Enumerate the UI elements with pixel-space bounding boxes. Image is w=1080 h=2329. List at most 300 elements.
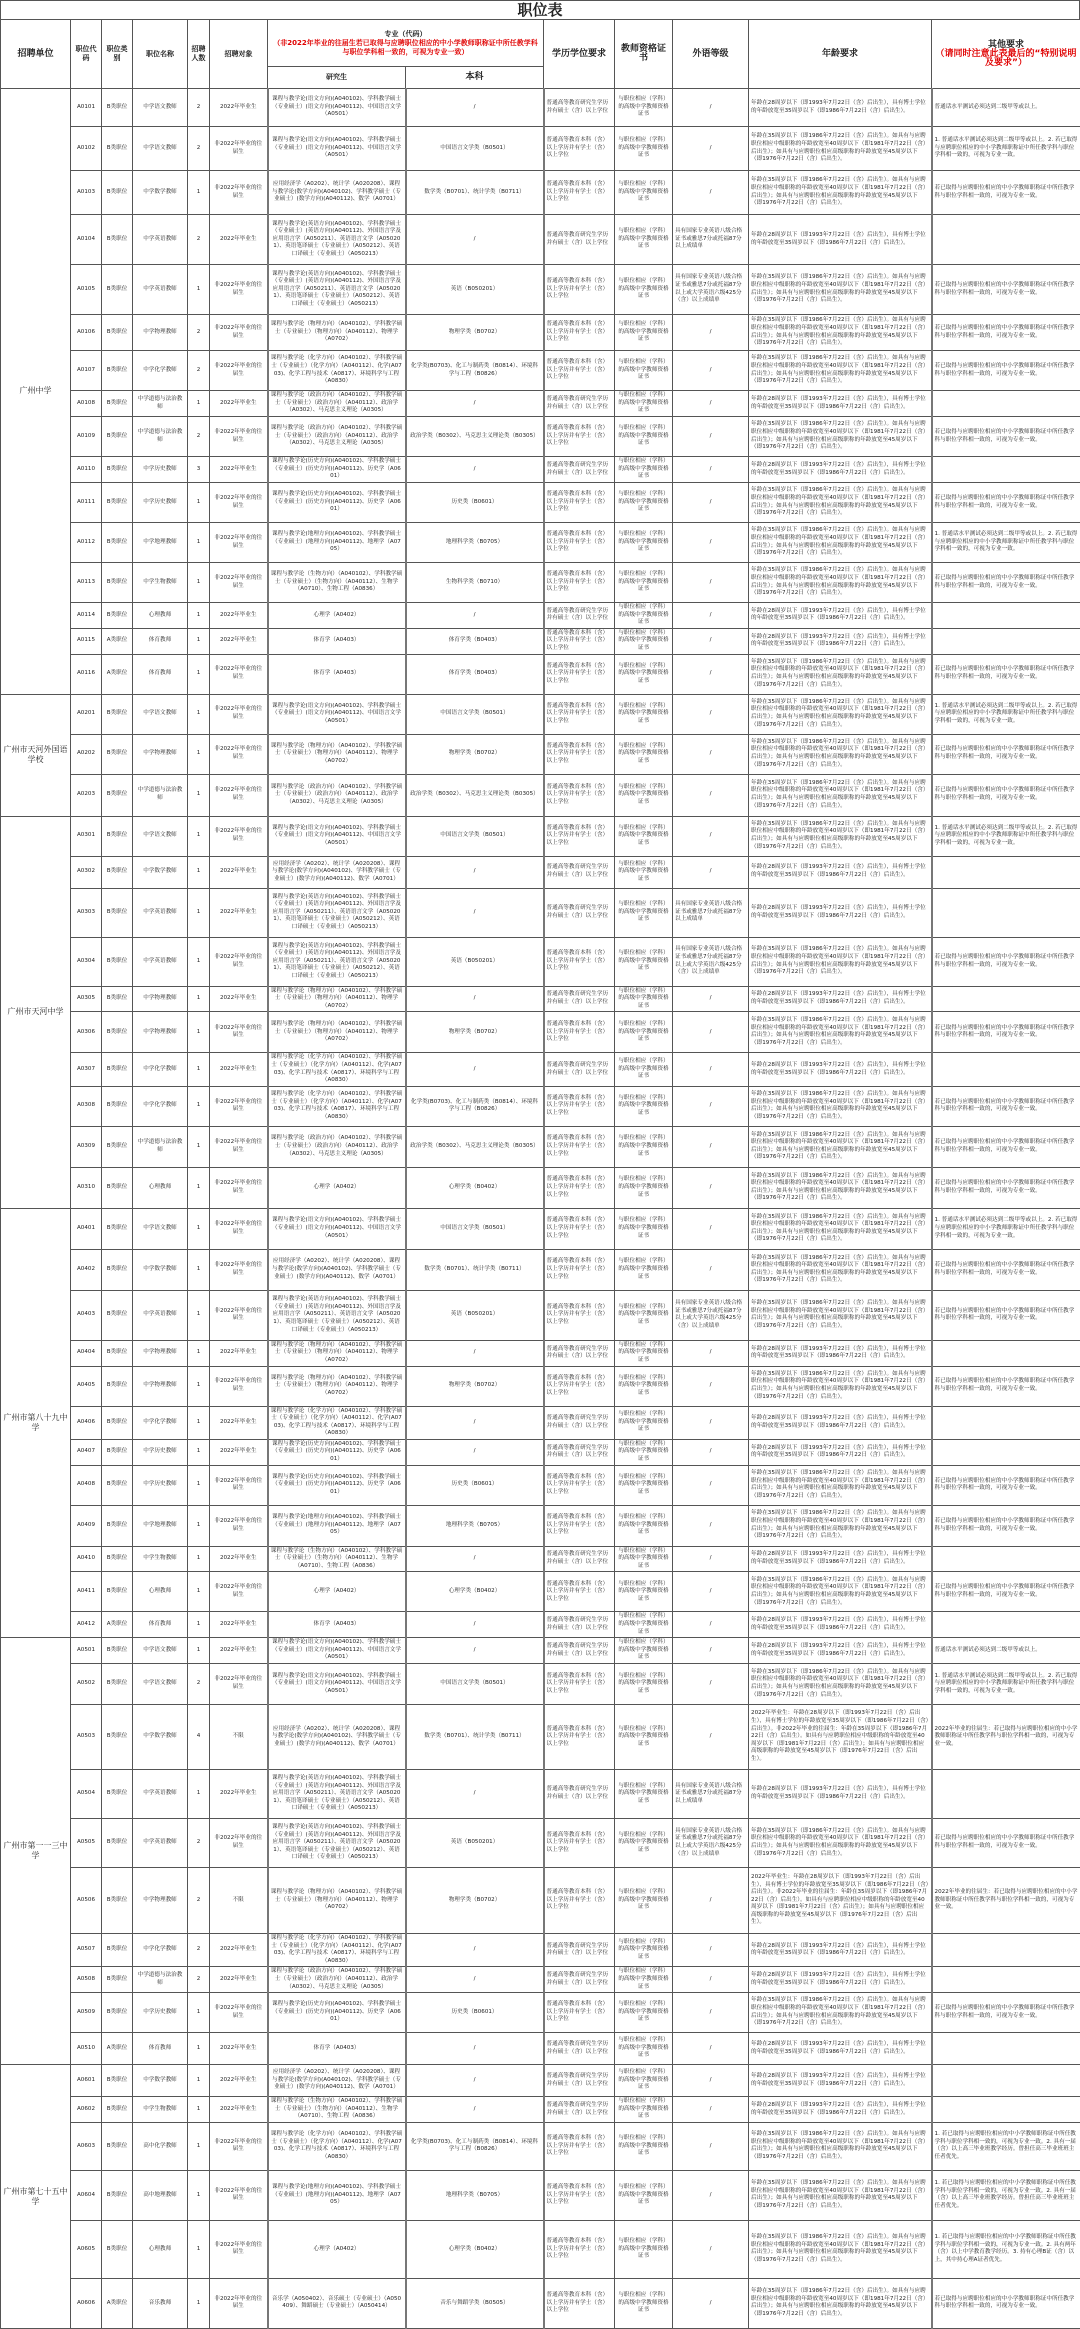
degree-requirement: 普通高等教育本科（含）以上学历并有学士（含）以上学位 (544, 1819, 615, 1868)
position-code: A0201 (71, 694, 102, 734)
language-level: / (673, 2033, 749, 2065)
age-requirement: 年龄在28周岁以下（即1993年7月22日（含）后出生），具有博士学位的年龄放宽至35周岁以下（即1986年7月22日（含）后出生）。 (749, 1053, 932, 1086)
position-type: B类职位 (102, 171, 133, 215)
major-graduate: 课程与教学论(历史方向)(A040102)、学科教学硕士（专业硕士）(历史方向)(A040112)、历史学（A0601） (268, 1465, 406, 1505)
teacher-certificate: 与职位相应（学科）的高级中学教师资格证书 (615, 816, 673, 856)
table-row (1, 1993, 1080, 2033)
language-level: / (673, 986, 749, 1012)
age-requirement: 年龄在28周岁以下（即1993年7月22日（含）后出生），具有博士学位的年龄放宽至35周岁以下（即1986年7月22日（含）后出生）。 (749, 603, 932, 629)
language-level: / (673, 1249, 749, 1290)
position-code: A0101 (71, 89, 102, 127)
hire-count: 1 (188, 654, 210, 694)
hire-target: 2022年毕业生 (210, 603, 268, 629)
major-undergraduate: / (406, 1967, 544, 1993)
other-requirement (932, 603, 1080, 629)
other-requirement (932, 1546, 1080, 1572)
table-row (1, 603, 1080, 629)
table-row (1, 694, 1080, 734)
language-level: / (673, 171, 749, 215)
major-undergraduate: / (406, 856, 544, 888)
age-requirement: 年龄在35周岁以下（即1986年7月22日（含）后出生）。如具有与应聘职位相应中级职称的年龄放宽至40周岁以下（即1981年7月22日（含）后出生）；如具有与应聘职位相应高级职称的年龄放宽至45周岁以下（即1976年7月22日（含）后出生）。 (749, 2278, 932, 2328)
position-code: A0502 (71, 1664, 102, 1705)
position-type: B类职位 (102, 1167, 133, 1208)
hire-target: 非2022年毕业的往届生 (210, 417, 268, 457)
hire-target: 2022年毕业生 (210, 1638, 268, 1664)
table-row (1, 1249, 1080, 1290)
position-type: B类职位 (102, 856, 133, 888)
age-requirement: 年龄在28周岁以下（即1993年7月22日（含）后出生），具有博士学位的年龄放宽至35周岁以下（即1986年7月22日（含）后出生）。 (749, 2065, 932, 2097)
other-requirement: 若已取得与应聘职位相应的中小学教师职称证中所任教学科与职位学科相一致的，可视为专业一致。 (932, 1249, 1080, 1290)
hire-target: 非2022年毕业的往届生 (210, 816, 268, 856)
teacher-certificate: 与职位相应（学科）的高级中学教师资格证书 (615, 774, 673, 816)
teacher-certificate: 与职位相应（学科）的高级中学教师资格证书 (615, 1366, 673, 1406)
position-name: 中学化学教师 (133, 351, 188, 391)
degree-requirement: 普通高等教育研究生学历并有硕士（含）以上学位 (544, 986, 615, 1012)
language-level: 具有国家专业英语八级合格证书或雅思7分或托福87分以上成绩单 (673, 888, 749, 937)
language-level: / (673, 127, 749, 171)
major-undergraduate: 物理学类（B0702） (406, 734, 544, 774)
table-row (1, 1770, 1080, 1819)
degree-requirement: 普通高等教育本科（含）以上学历并有学士（含）以上学位 (544, 1012, 615, 1053)
position-name: 中学语文教师 (133, 694, 188, 734)
hire-target: 2022年毕业生 (210, 1406, 268, 1439)
position-code: A0407 (71, 1439, 102, 1465)
age-requirement: 年龄在28周岁以下（即1993年7月22日（含）后出生），具有博士学位的年龄放宽至35周岁以下（即1986年7月22日（含）后出生）。 (749, 856, 932, 888)
header-other-title: 其他要求 (934, 41, 1078, 50)
major-undergraduate: 政治学类（B0302）、马克思主义理论类（B0305） (406, 417, 544, 457)
other-requirement: 1. 普通话水平测试必须达到二级甲等或以上。2. 若已取得与应聘职位相应的中小学教师职称证中所任教学科与职位学科相一致的，可视为专业一致。 (932, 1208, 1080, 1249)
age-requirement: 年龄在28周岁以下（即1993年7月22日（含）后出生），具有博士学位的年龄放宽至35周岁以下（即1986年7月22日（含）后出生）。 (749, 888, 932, 937)
table-row (1, 774, 1080, 816)
other-requirement (932, 1967, 1080, 1993)
major-graduate: 课程与教学论(英语方向)(A040102)、学科教学硕士（专业硕士）(英语方向)(A040112)、外国语言学及应用语言学（A050211）、英语语言文学（A050201）、英语笔译硕士（专业硕士）（A050212）、英语口译硕士（专业硕士）（A050213） (268, 1290, 406, 1340)
degree-requirement: 普通高等教育本科（含）以上学历并有学士（含）以上学位 (544, 694, 615, 734)
table-row (1, 937, 1080, 986)
teacher-certificate: 与职位相应（学科）的高级中学教师资格证书 (615, 2220, 673, 2278)
position-code: A0411 (71, 1572, 102, 1612)
major-undergraduate: / (406, 2097, 544, 2123)
major-undergraduate: 化学类(B0703)、化工与制药类（B0814）、环境科学与工程（B0826） (406, 2122, 544, 2170)
position-name: 中学历史教师 (133, 457, 188, 483)
major-undergraduate: 物理学类（B0702） (406, 315, 544, 351)
position-type: B类职位 (102, 603, 133, 629)
other-requirement (932, 215, 1080, 265)
hire-target: 非2022年毕业的往届生 (210, 1505, 268, 1546)
major-undergraduate: 中国语言文学类（B0501） (406, 1208, 544, 1249)
major-graduate: 课程与教学论（政治方向）（A040102）、学科教学硕士（专业硕士）（政治方向）（A040112）、政治学（A0302）、马克思主义理论（A0305） (268, 1126, 406, 1167)
hire-count: 2 (188, 1868, 210, 1934)
table-row (1, 1546, 1080, 1572)
degree-requirement: 普通高等教育研究生学历并有硕士（含）以上学位 (544, 2097, 615, 2123)
position-table (0, 19, 1080, 2329)
major-undergraduate: / (406, 1340, 544, 1366)
position-name: 中学英语教师 (133, 888, 188, 937)
language-level: / (673, 1406, 749, 1439)
age-requirement: 年龄在35周岁以下（即1986年7月22日（含）后出生）。如具有与应聘职位相应中级职称的年龄放宽至40周岁以下（即1981年7月22日（含）后出生）；如具有与应聘职位相应高级职称的年龄放宽至45周岁以下（即1976年7月22日（含）后出生）。 (749, 1126, 932, 1167)
major-graduate: 应用经济学（A0202）、统计学（A020208）、课程与教学论(数学方向)(A040102)、学科教学硕士（专业硕士）(数学方向)(A040112)、数学（A0701） (268, 1705, 406, 1770)
teacher-certificate: 与职位相应（学科）的高级中学教师资格证书 (615, 1664, 673, 1705)
age-requirement: 年龄在35周岁以下（即1986年7月22日（含）后出生）。如具有与应聘职位相应中级职称的年龄放宽至40周岁以下（即1981年7月22日（含）后出生）；如具有与应聘职位相应高级职称的年龄放宽至45周岁以下（即1976年7月22日（含）后出生）。 (749, 1664, 932, 1705)
hire-target: 非2022年毕业的往届生 (210, 2170, 268, 2220)
hire-target: 2022年毕业生 (210, 2097, 268, 2123)
major-undergraduate: 历史类（B0601） (406, 1465, 544, 1505)
teacher-certificate: 与职位相应（学科）的高级中学教师资格证书 (615, 483, 673, 523)
major-undergraduate: 数学类（B0701）、统计学类（B0711） (406, 1249, 544, 1290)
table-row (1, 523, 1080, 563)
degree-requirement: 普通高等教育本科（含）以上学历并有学士（含）以上学位 (544, 1086, 615, 1126)
position-code: A0109 (71, 417, 102, 457)
position-code: A0114 (71, 603, 102, 629)
major-undergraduate: 地理科学类（B0705） (406, 1505, 544, 1546)
major-undergraduate: 生物科学类（B0710） (406, 563, 544, 603)
position-code: A0105 (71, 265, 102, 315)
position-code: A0116 (71, 654, 102, 694)
table-row (1, 315, 1080, 351)
age-requirement: 年龄在28周岁以下（即1993年7月22日（含）后出生），具有博士学位的年龄放宽至35周岁以下（即1986年7月22日（含）后出生）。 (749, 215, 932, 265)
position-type: B类职位 (102, 1934, 133, 1967)
major-graduate: 心理学（A0402） (268, 1167, 406, 1208)
teacher-certificate: 与职位相应（学科）的高级中学教师资格证书 (615, 1249, 673, 1290)
table-row (1, 1868, 1080, 1934)
position-type: B类职位 (102, 127, 133, 171)
degree-requirement: 普通高等教育本科（含）以上学历并有学士（含）以上学位 (544, 483, 615, 523)
major-graduate: 课程与教学论(英语方向)(A040102)、学科教学硕士（专业硕士）(英语方向)(A040112)、外国语言学及应用语言学（A050211）、英语语言文学（A050201）、英语笔译硕士（专业硕士）（A050212）、英语口译硕士（专业硕士）（A050213） (268, 1770, 406, 1819)
position-name: 中学数学教师 (133, 2065, 188, 2097)
major-graduate: 课程与教学论(英语方向)(A040102)、学科教学硕士（专业硕士）(英语方向)(A040112)、外国语言学及应用语言学（A050211）、英语语言文学（A050201）、英语笔译硕士（专业硕士）（A050212）、英语口译硕士（专业硕士）（A050213） (268, 888, 406, 937)
table-row (1, 215, 1080, 265)
teacher-certificate: 与职位相应（学科）的高级中学教师资格证书 (615, 1868, 673, 1934)
language-level: / (673, 1053, 749, 1086)
position-name: 中学化学教师 (133, 1406, 188, 1439)
major-undergraduate: / (406, 215, 544, 265)
position-name: 中学道德与法治教师 (133, 1126, 188, 1167)
degree-requirement: 普通高等教育研究生学历并有硕士（含）以上学位 (544, 856, 615, 888)
position-code: A0111 (71, 483, 102, 523)
hire-count: 1 (188, 1546, 210, 1572)
position-code: A0505 (71, 1819, 102, 1868)
age-requirement: 年龄在35周岁以下（即1986年7月22日（含）后出生）。如具有与应聘职位相应中级职称的年龄放宽至40周岁以下（即1981年7月22日（含）后出生）；如具有与应聘职位相应高级职称的年龄放宽至45周岁以下（即1976年7月22日（含）后出生）。 (749, 523, 932, 563)
position-code: A0113 (71, 563, 102, 603)
table-row (1, 734, 1080, 774)
major-undergraduate: 地理科学类（B0705） (406, 2170, 544, 2220)
other-requirement (932, 1770, 1080, 1819)
hire-target: 非2022年毕业的往届生 (210, 1249, 268, 1290)
degree-requirement: 普通高等教育本科（含）以上学历并有学士（含）以上学位 (544, 127, 615, 171)
major-undergraduate: / (406, 2033, 544, 2065)
hire-target: 非2022年毕业的往届生 (210, 1290, 268, 1340)
major-graduate: 课程与教学论（政治方向）（A040102）、学科教学硕士（专业硕士）（政治方向）（A040112）、政治学（A0302）、马克思主义理论（A0305） (268, 1967, 406, 1993)
other-requirement: 若已取得与应聘职位相应的中小学教师职称证中所任教学科与职位学科相一致的，可视为专业一致。 (932, 483, 1080, 523)
major-undergraduate: / (406, 89, 544, 127)
header-undergrad: 本科 (406, 67, 544, 89)
major-graduate: 心理学（A0402） (268, 1572, 406, 1612)
teacher-certificate: 与职位相应（学科）的高级中学教师资格证书 (615, 1340, 673, 1366)
degree-requirement: 普通高等教育本科（含）以上学历并有学士（含）以上学位 (544, 2220, 615, 2278)
hire-count: 1 (188, 2033, 210, 2065)
language-level: / (673, 2097, 749, 2123)
age-requirement: 2022年毕业生：年龄在28周岁以下（即1993年7月22日（含）后出生），具有博士学位的年龄放宽至35周岁以下（即1986年7月22日（含）后出生）。非2022年毕业的往届生：年龄在35周岁以下（即1986年7月22日（含）后出生）。如具有与应聘职位相应中级职称的年龄放宽至40周岁以下（即1981年7月22日（含）后出生）；如具有与应聘职位相应高级职称的年龄放宽至45周岁以下（即1976年7月22日（含）后出生）。 (749, 1705, 932, 1770)
age-requirement: 年龄在35周岁以下（即1986年7月22日（含）后出生）。如具有与应聘职位相应中级职称的年龄放宽至40周岁以下（即1981年7月22日（含）后出生）；如具有与应聘职位相应高级职称的年龄放宽至45周岁以下（即1976年7月22日（含）后出生）。 (749, 774, 932, 816)
table-row (1, 351, 1080, 391)
position-code: A0403 (71, 1290, 102, 1340)
other-requirement: 若已取得与应聘职位相应的中小学教师职称证中所任教学科与职位学科相一致的，可视为专业一致。 (932, 1819, 1080, 1868)
position-code: A0402 (71, 1249, 102, 1290)
other-requirement: 2022年毕业的往届生：若已取得与应聘职位相应的中小学教师职称证中所任教学科与职位学科相一致的，可视为专业一致。 (932, 1868, 1080, 1934)
degree-requirement: 普通高等教育本科（含）以上学历并有学士（含）以上学位 (544, 2122, 615, 2170)
language-level: / (673, 1086, 749, 1126)
hire-target: 2022年毕业生 (210, 986, 268, 1012)
teacher-certificate: 与职位相应（学科）的高级中学教师资格证书 (615, 1126, 673, 1167)
table-row (1, 1465, 1080, 1505)
major-undergraduate: 政治学类（B0302）、马克思主义理论类（B0305） (406, 774, 544, 816)
table-row (1, 127, 1080, 171)
position-type: B类职位 (102, 1340, 133, 1366)
hire-target: 非2022年毕业的往届生 (210, 523, 268, 563)
unit-name: 广州市天河中学 (1, 816, 71, 1208)
table-row (1, 1705, 1080, 1770)
position-type: B类职位 (102, 1546, 133, 1572)
hire-count: 1 (188, 265, 210, 315)
position-name: 心理教师 (133, 1572, 188, 1612)
position-code: A0107 (71, 351, 102, 391)
table-row (1, 2097, 1080, 2123)
major-undergraduate: 物理学类（B0702） (406, 1868, 544, 1934)
major-undergraduate: 心理学类（B0402） (406, 1167, 544, 1208)
hire-count: 1 (188, 2122, 210, 2170)
language-level: / (673, 1967, 749, 1993)
language-level: / (673, 563, 749, 603)
position-name: 心理教师 (133, 603, 188, 629)
hire-count: 1 (188, 1340, 210, 1366)
table-row (1, 2278, 1080, 2328)
major-undergraduate: 心理学类（B0402） (406, 2220, 544, 2278)
header-cert: 教师资格证书 (615, 20, 673, 89)
other-requirement: 若已取得与应聘职位相应的中小学教师职称证中所任教学科与职位学科相一致的，可视为专业一致。 (932, 774, 1080, 816)
language-level: 具有国家专业英语八级合格证书或雅思7分或托福87分以上成绩单 (673, 215, 749, 265)
other-requirement: 若已取得与应聘职位相应的中小学教师职称证中所任教学科与职位学科相一致的，可视为专业一致。 (932, 265, 1080, 315)
table-row (1, 417, 1080, 457)
major-undergraduate: / (406, 1934, 544, 1967)
age-requirement: 年龄在28周岁以下（即1993年7月22日（含）后出生），具有博士学位的年龄放宽至35周岁以下（即1986年7月22日（含）后出生）。 (749, 391, 932, 417)
hire-target: 2022年毕业生 (210, 888, 268, 937)
hire-count: 2 (188, 1934, 210, 1967)
teacher-certificate: 与职位相应（学科）的高级中学教师资格证书 (615, 315, 673, 351)
position-name: 中学地理教师 (133, 523, 188, 563)
position-name: 中学道德与法治教师 (133, 391, 188, 417)
position-type: B类职位 (102, 1249, 133, 1290)
position-code: A0508 (71, 1967, 102, 1993)
position-name: 高中化学教师 (133, 2122, 188, 2170)
hire-count: 1 (188, 603, 210, 629)
hire-target: 非2022年毕业的往届生 (210, 483, 268, 523)
language-level: 具有国家专业英语八级合格证书或雅思7分或托福87分以上成绩单 (673, 1770, 749, 1819)
position-type: A类职位 (102, 628, 133, 654)
other-requirement: 1. 普通话水平测试必须达到二级甲等或以上。2. 若已取得与应聘职位相应的中小学教师职称证中所任教学科与职位学科相一致的，可视为专业一致。 (932, 694, 1080, 734)
degree-requirement: 普通高等教育研究生学历并有硕士（含）以上学位 (544, 391, 615, 417)
hire-count: 1 (188, 937, 210, 986)
hire-count: 1 (188, 2170, 210, 2220)
hire-count: 1 (188, 1366, 210, 1406)
other-requirement: 1. 普通话水平测试必须达到二级甲等或以上。2. 若已取得与应聘职位相应的中小学教师职称证中所任教学科与职位学科相一致的，可视为专业一致。 (932, 523, 1080, 563)
position-type: B类职位 (102, 215, 133, 265)
position-code: A0304 (71, 937, 102, 986)
position-name: 中学物理教师 (133, 1366, 188, 1406)
degree-requirement: 普通高等教育研究生学历并有硕士（含）以上学位 (544, 2033, 615, 2065)
major-graduate: 体育学（A0403） (268, 654, 406, 694)
page-title: 职位表 (0, 0, 1080, 19)
other-requirement: 普通话水平测试必须达到二级甲等或以上。 (932, 89, 1080, 127)
table-row (1, 1439, 1080, 1465)
degree-requirement: 普通高等教育本科（含）以上学历并有学士（含）以上学位 (544, 1167, 615, 1208)
position-type: B类职位 (102, 89, 133, 127)
degree-requirement: 普通高等教育本科（含）以上学历并有学士（含）以上学位 (544, 1366, 615, 1406)
position-type: B类职位 (102, 2097, 133, 2123)
hire-target: 非2022年毕业的往届生 (210, 563, 268, 603)
hire-target: 2022年毕业生 (210, 89, 268, 127)
position-type: B类职位 (102, 1967, 133, 1993)
other-requirement: 若已取得与应聘职位相应的中小学教师职称证中所任教学科与职位学科相一致的，可视为专业一致。 (932, 1290, 1080, 1340)
hire-target: 非2022年毕业的往届生 (210, 654, 268, 694)
teacher-certificate: 与职位相应（学科）的高级中学教师资格证书 (615, 215, 673, 265)
major-graduate: 课程与教学论（化学方向）（A040102）、学科教学硕士（专业硕士）（化学方向）（A040112）、化学(A0703)、化学工程与技术（A0817）、环境科学与工程（A0830） (268, 1053, 406, 1086)
major-undergraduate: / (406, 986, 544, 1012)
table-row (1, 986, 1080, 1012)
position-code: A0504 (71, 1770, 102, 1819)
degree-requirement: 普通高等教育研究生学历并有硕士（含）以上学位 (544, 603, 615, 629)
other-requirement: 若已取得与应聘职位相应的中小学教师职称证中所任教学科与职位学科相一致的，可视为专业一致。 (932, 1505, 1080, 1546)
other-requirement (932, 1406, 1080, 1439)
hire-count: 1 (188, 1465, 210, 1505)
position-name: 中学道德与法治教师 (133, 774, 188, 816)
teacher-certificate: 与职位相应（学科）的高级中学教师资格证书 (615, 1572, 673, 1612)
major-graduate: 课程与教学论（化学方向）（A040102）、学科教学硕士（专业硕士）（化学方向）（A040112）、化学(A0703)、化学工程与技术（A0817）、环境科学与工程（A0830） (268, 2122, 406, 2170)
major-graduate: 应用经济学（A0202）、统计学（A020208）、课程与教学论(数学方向)(A040102)、学科教学硕士（专业硕士）(数学方向)(A040112)、数学（A0701） (268, 2065, 406, 2097)
major-undergraduate: 物理学类（B0702） (406, 1012, 544, 1053)
hire-count: 1 (188, 1126, 210, 1167)
degree-requirement: 普通高等教育研究生学历并有硕士（含）以上学位 (544, 89, 615, 127)
hire-count: 1 (188, 1572, 210, 1612)
position-type: B类职位 (102, 2220, 133, 2278)
teacher-certificate: 与职位相应（学科）的高级中学教师资格证书 (615, 1406, 673, 1439)
degree-requirement: 普通高等教育研究生学历并有硕士（含）以上学位 (544, 1439, 615, 1465)
hire-target: 非2022年毕业的往届生 (210, 2220, 268, 2278)
hire-count: 2 (188, 215, 210, 265)
position-name: 体育教师 (133, 654, 188, 694)
table-row (1, 265, 1080, 315)
hire-count: 1 (188, 628, 210, 654)
age-requirement: 年龄在28周岁以下（即1993年7月22日（含）后出生），具有博士学位的年龄放宽至35周岁以下（即1986年7月22日（含）后出生）。 (749, 986, 932, 1012)
hire-target: 2022年毕业生 (210, 1439, 268, 1465)
major-undergraduate: / (406, 1770, 544, 1819)
teacher-certificate: 与职位相应（学科）的高级中学教师资格证书 (615, 2170, 673, 2220)
position-type: B类职位 (102, 1126, 133, 1167)
teacher-certificate: 与职位相应（学科）的高级中学教师资格证书 (615, 2065, 673, 2097)
major-graduate: 课程与教学论(历史方向)(A040102)、学科教学硕士（专业硕士）(历史方向)(A040112)、历史学（A0601） (268, 1993, 406, 2033)
hire-count: 2 (188, 1819, 210, 1868)
language-level: / (673, 1340, 749, 1366)
major-graduate: 课程与教学论（生物方向）（A040102）、学科教学硕士（专业硕士）（生物方向）（A040112）、生物学（A0710）、生物工程（A0836） (268, 2097, 406, 2123)
position-type: B类职位 (102, 1868, 133, 1934)
language-level: 具有国家专业英语八级合格证书或雅思7分或托福87分以上或大学英语六级425分（含）以上成绩单 (673, 937, 749, 986)
language-level: / (673, 1366, 749, 1406)
language-level: / (673, 816, 749, 856)
position-type: B类职位 (102, 1208, 133, 1249)
position-name: 中学生物教师 (133, 2097, 188, 2123)
major-undergraduate: / (406, 1612, 544, 1638)
age-requirement: 年龄在35周岁以下（即1986年7月22日（含）后出生）。如具有与应聘职位相应中级职称的年龄放宽至40周岁以下（即1981年7月22日（含）后出生）；如具有与应聘职位相应高级职称的年龄放宽至45周岁以下（即1976年7月22日（含）后出生）。 (749, 1993, 932, 2033)
teacher-certificate: 与职位相应（学科）的高级中学教师资格证书 (615, 1934, 673, 1967)
language-level: / (673, 1934, 749, 1967)
position-code: A0303 (71, 888, 102, 937)
position-name: 中学英语教师 (133, 215, 188, 265)
age-requirement: 年龄在28周岁以下（即1993年7月22日（含）后出生），具有博士学位的年龄放宽至35周岁以下（即1986年7月22日（含）后出生）。 (749, 457, 932, 483)
position-name: 中学语文教师 (133, 1664, 188, 1705)
other-requirement: 若已取得与应聘职位相应的中小学教师职称证中所任教学科与职位学科相一致的，可视为专业一致。 (932, 171, 1080, 215)
hire-count: 1 (188, 2097, 210, 2123)
hire-target: 非2022年毕业的往届生 (210, 265, 268, 315)
major-undergraduate: 体育学类（B0403） (406, 628, 544, 654)
teacher-certificate: 与职位相应（学科）的高级中学教师资格证书 (615, 734, 673, 774)
position-type: B类职位 (102, 563, 133, 603)
position-code: A0310 (71, 1167, 102, 1208)
position-code: A0405 (71, 1366, 102, 1406)
hire-count: 1 (188, 1612, 210, 1638)
major-undergraduate: / (406, 457, 544, 483)
age-requirement: 年龄在35周岁以下（即1986年7月22日（含）后出生）。如具有与应聘职位相应中级职称的年龄放宽至40周岁以下（即1981年7月22日（含）后出生）；如具有与应聘职位相应高级职称的年龄放宽至45周岁以下（即1976年7月22日（含）后出生）。 (749, 694, 932, 734)
major-graduate: 课程与教学论（生物方向）（A040102）、学科教学硕士（专业硕士）（生物方向）（A040112）、生物学（A0710）、生物工程（A0836） (268, 1546, 406, 1572)
hire-target: 2022年毕业生 (210, 2065, 268, 2097)
hire-target: 2022年毕业生 (210, 457, 268, 483)
major-undergraduate: / (406, 1406, 544, 1439)
hire-count: 1 (188, 1053, 210, 1086)
major-graduate: 课程与教学论（物理方向）（A040102）、学科教学硕士（专业硕士）（物理方向）（A040112）、物理学（A0702） (268, 1340, 406, 1366)
age-requirement: 年龄在35周岁以下（即1986年7月22日（含）后出生）。如具有与应聘职位相应中级职称的年龄放宽至40周岁以下（即1981年7月22日（含）后出生）；如具有与应聘职位相应高级职称的年龄放宽至45周岁以下（即1976年7月22日（含）后出生）。 (749, 563, 932, 603)
table-row (1, 1208, 1080, 1249)
position-name: 中学物理教师 (133, 986, 188, 1012)
teacher-certificate: 与职位相应（学科）的高级中学教师资格证书 (615, 417, 673, 457)
teacher-certificate: 与职位相应（学科）的高级中学教师资格证书 (615, 171, 673, 215)
major-undergraduate: 政治学类（B0302）、马克思主义理论类（B0305） (406, 1126, 544, 1167)
major-graduate: 课程与教学论(地理方向)(A040102)、学科教学硕士（专业硕士）(地理方向)(A040112)、地理学（A0705） (268, 523, 406, 563)
position-code: A0115 (71, 628, 102, 654)
other-requirement (932, 1340, 1080, 1366)
major-graduate: 课程与教学论（物理方向）（A040102）、学科教学硕士（专业硕士）（物理方向）（A040112）、物理学（A0702） (268, 734, 406, 774)
hire-count: 1 (188, 888, 210, 937)
teacher-certificate: 与职位相应（学科）的高级中学教师资格证书 (615, 986, 673, 1012)
major-undergraduate: 英语（B050201） (406, 1819, 544, 1868)
hire-target: 非2022年毕业的往届生 (210, 127, 268, 171)
position-type: B类职位 (102, 986, 133, 1012)
hire-target: 非2022年毕业的往届生 (210, 1572, 268, 1612)
degree-requirement: 普通高等教育研究生学历并有硕士（含）以上学位 (544, 1967, 615, 1993)
table-row (1, 2065, 1080, 2097)
language-level: / (673, 1208, 749, 1249)
hire-count: 2 (188, 1664, 210, 1705)
age-requirement: 年龄在35周岁以下（即1986年7月22日（含）后出生）。如具有与应聘职位相应中级职称的年龄放宽至40周岁以下（即1981年7月22日（含）后出生）；如具有与应聘职位相应高级职称的年龄放宽至45周岁以下（即1976年7月22日（含）后出生）。 (749, 1012, 932, 1053)
other-requirement: 若已取得与应聘职位相应的中小学教师职称证中所任教学科与职位学科相一致的，可视为专业一致。 (932, 937, 1080, 986)
other-requirement: 普通话水平测试必须达到二级甲等或以上。 (932, 1638, 1080, 1664)
other-requirement: 1. 普通话水平测试必须达到二级甲等或以上。2. 若已取得与应聘职位相应的中小学教师职称证中所任教学科与职位学科相一致的，可视为专业一致。 (932, 1664, 1080, 1705)
position-name: 体育教师 (133, 2033, 188, 2065)
position-code: A0112 (71, 523, 102, 563)
hire-target: 非2022年毕业的往届生 (210, 1086, 268, 1126)
position-name: 中学数学教师 (133, 171, 188, 215)
language-level: / (673, 774, 749, 816)
major-graduate: 课程与教学论(语文方向)(A040102)、学科教学硕士（专业硕士）(语文方向)(A040112)、中国语言文学（A0501） (268, 816, 406, 856)
degree-requirement: 普通高等教育本科（含）以上学历并有学士（含）以上学位 (544, 1572, 615, 1612)
degree-requirement: 普通高等教育本科（含）以上学历并有学士（含）以上学位 (544, 1249, 615, 1290)
position-type: A类职位 (102, 2033, 133, 2065)
